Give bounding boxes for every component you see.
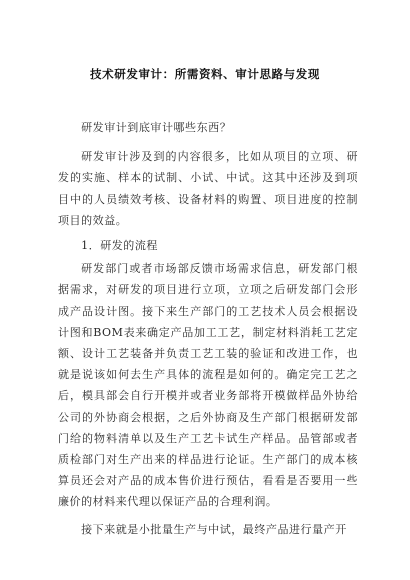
intro-paragraph: 研发审计涉及到的内容很多，比如从项目的立项、研发的实施、样本的试制、小试、中试。这其中还涉及到项目中的人员绩效考核、设备材料的购置、项目进度的控制项目的效益。 xyxy=(58,150,358,227)
question-paragraph: 研发审计到底审计哪些东西？ xyxy=(81,121,232,134)
section-heading-research-flow: 1．研发的流程 xyxy=(81,239,158,253)
document-title: 技术研发审计：所需资料、审计思路与发现 xyxy=(90,67,320,81)
flow-paragraph: 研发部门或者市场部反馈市场需求信息，研发部门根据需求，对研发的项目进行立项，立项之后研发部门会形成产品设计图。接下来生产部门的工艺技术人员会根据设计图和BOM表来确定产品加工工艺，制定材料消耗工艺定额、设计工艺装备并负责工艺工装的验证和改进工作，也就是说该如何去生产具体的流程是如何的。确定完工艺之后，模具部会自行开模并或者业务部将开模做样品外协给公司的外协商会根据，之后外协商及生产部门根据研发部门给的物料清单以及生产工艺卡试生产样品。品管部或者质检部门对生产出来的样品进行论证。生产部门的成本核算员还会对产品的成本售价进行预估，看看是否要用一些廉价的材料来代理以保证产品的合理利润。 xyxy=(58,262,358,509)
production-paragraph: 接下来就是小批量生产与中试，最终产品进行量产开 xyxy=(81,522,347,536)
document-body xyxy=(58,117,358,540)
